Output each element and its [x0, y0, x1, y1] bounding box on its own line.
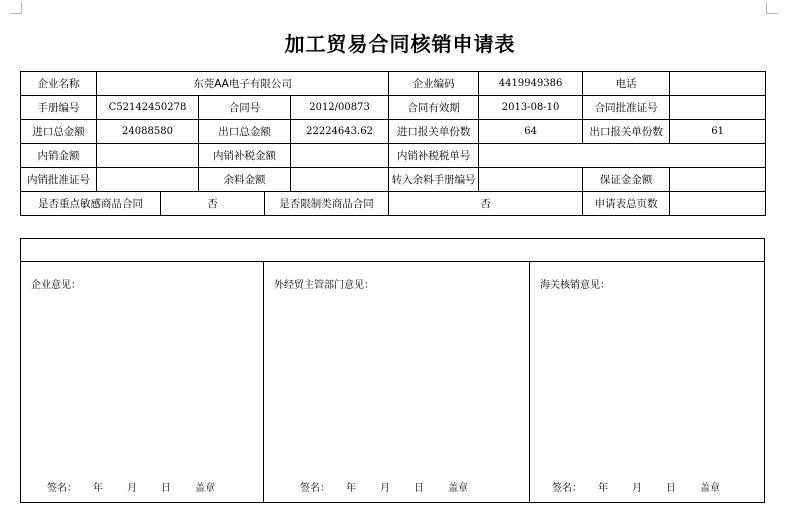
- table-row: [21, 120, 766, 144]
- day-label: 日: [414, 483, 424, 494]
- sign-label: 签名：: [47, 483, 77, 494]
- domestic-tax-amount-value: [291, 144, 389, 168]
- total-pages-label: 申请表总页数: [583, 192, 670, 216]
- export-total-value: 22224643.62: [291, 120, 389, 144]
- sensitive-goods-value: 否: [161, 192, 265, 216]
- import-decl-label: 进口报关单份数: [389, 120, 479, 144]
- seal-label: 盖章: [448, 483, 468, 494]
- month-label: 月: [632, 483, 642, 494]
- year-label: 年: [93, 483, 103, 494]
- import-decl-value: 64: [479, 120, 583, 144]
- trade-dept-signature-line: [300, 479, 468, 494]
- table-row: [21, 72, 766, 96]
- company-opinion-box: [21, 262, 264, 502]
- export-decl-value: 61: [670, 120, 766, 144]
- sign-label: 签名：: [552, 483, 582, 494]
- company-code-label: 企业编码: [389, 72, 479, 96]
- import-total-value: 24088580: [97, 120, 199, 144]
- domestic-amount-value: [97, 144, 199, 168]
- company-name-label: 企业名称: [21, 72, 97, 96]
- trade-dept-opinion-label: 外经贸主管部门意见：: [274, 280, 374, 291]
- customs-opinion-label: 海关核销意见：: [540, 280, 610, 291]
- domestic-approval-label: 内销批准证号: [21, 168, 97, 192]
- table-row: [21, 96, 766, 120]
- export-decl-label: 出口报关单份数: [583, 120, 670, 144]
- table-row: [21, 192, 766, 216]
- contract-no-value: 2012/00873: [291, 96, 389, 120]
- company-name-value: 东莞AA电子有限公司: [97, 72, 389, 96]
- month-label: 月: [127, 483, 137, 494]
- page-corner-mark-left: [10, 2, 22, 14]
- year-label: 年: [598, 483, 608, 494]
- surplus-amount-label: 余料金额: [199, 168, 291, 192]
- seal-label: 盖章: [700, 483, 720, 494]
- contract-approval-label: 合同批准证号: [583, 96, 670, 120]
- info-table: [20, 71, 766, 216]
- total-pages-value: [670, 192, 766, 216]
- contract-expiry-value: 2013-08-10: [479, 96, 583, 120]
- contract-no-label: 合同号: [199, 96, 291, 120]
- opinions-section: [20, 238, 765, 503]
- domestic-tax-amount-label: 内销补税金额: [199, 144, 291, 168]
- customs-signature-line: [552, 479, 720, 494]
- trade-dept-opinion-box: [264, 262, 530, 502]
- contract-approval-value: [670, 96, 766, 120]
- phone-value: [670, 72, 766, 96]
- opinions-header-row: [21, 239, 764, 262]
- domestic-tax-no-label: 内销补税税单号: [389, 144, 479, 168]
- document-title: 加工贸易合同核销申请表: [284, 32, 516, 56]
- import-total-label: 进口总金额: [21, 120, 97, 144]
- sensitive-goods-label: 是否重点敏感商品合同: [21, 192, 161, 216]
- month-label: 月: [380, 483, 390, 494]
- transfer-manual-label: 转入余料手册编号: [389, 168, 479, 192]
- company-opinion-label: 企业意见：: [31, 280, 81, 291]
- manual-no-value: C52142450278: [97, 96, 199, 120]
- phone-label: 电话: [583, 72, 670, 96]
- day-label: 日: [666, 483, 676, 494]
- deposit-label: 保证金金额: [583, 168, 670, 192]
- restricted-goods-label: 是否限制类商品合同: [265, 192, 389, 216]
- restricted-goods-value: 否: [389, 192, 583, 216]
- customs-opinion-box: [530, 262, 764, 502]
- deposit-value: [670, 168, 766, 192]
- contract-expiry-label: 合同有效期: [389, 96, 479, 120]
- domestic-tax-no-value: [479, 144, 766, 168]
- company-code-value: 4419949386: [479, 72, 583, 96]
- year-label: 年: [346, 483, 356, 494]
- company-signature-line: [47, 479, 215, 494]
- export-total-label: 出口总金额: [199, 120, 291, 144]
- sign-label: 签名：: [300, 483, 330, 494]
- manual-no-label: 手册编号: [21, 96, 97, 120]
- transfer-manual-value: [479, 168, 583, 192]
- domestic-approval-value: [97, 168, 199, 192]
- surplus-amount-value: [291, 168, 389, 192]
- table-row: [21, 168, 766, 192]
- page-corner-mark-right: [766, 2, 778, 14]
- seal-label: 盖章: [195, 483, 215, 494]
- domestic-amount-label: 内销金额: [21, 144, 97, 168]
- day-label: 日: [161, 483, 171, 494]
- table-row: [21, 144, 766, 168]
